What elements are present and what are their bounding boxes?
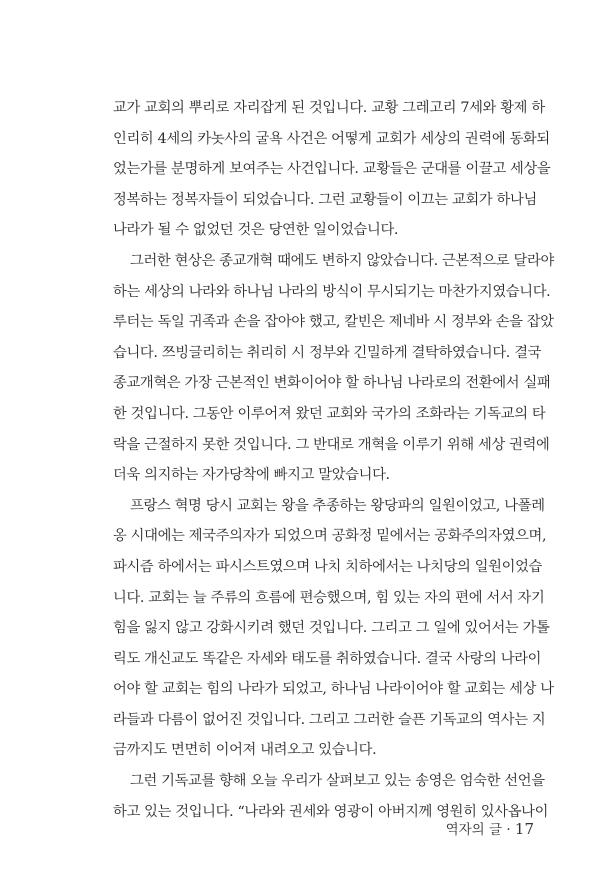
- text-line: 라들과 다름이 없어진 것입니다. 그리고 그러한 슬픈 기독교의 역사는 지: [113, 711, 546, 728]
- text-line: 나라가 될 수 없었던 것은 당연한 일이었습니다.: [113, 222, 399, 239]
- text-line: 루터는 독일 귀족과 손을 잡아야 했고, 칼빈은 제네바 시 정부와 손을 잡았: [113, 314, 554, 331]
- text-line: 그런 기독교를 향해 오늘 우리가 살펴보고 있는 송영은 엄숙한 선언을: [130, 773, 545, 790]
- text-line: 하고 있는 것입니다. “나라와 권세와 영광이 아버지께 영원히 있사옵나이: [113, 803, 549, 820]
- text-line: 인리히 4세의 카놋사의 굴욕 사건은 어떻게 교회가 세상의 권력에 동화되: [113, 130, 550, 147]
- text-line: 옹 시대에는 제국주의자가 되었으며 공화정 밑에서는 공화주의자였으며,: [113, 528, 547, 545]
- footer-separator: ·: [502, 822, 515, 838]
- text-line: 락을 근절하지 못한 것입니다. 그 반대로 개혁을 이루기 위해 세상 권력에: [113, 436, 550, 453]
- text-line: 어야 할 교회는 힘의 나라가 되었고, 하나님 나라이어야 할 교회는 세상 나: [113, 681, 554, 698]
- body-text: [113, 93, 554, 827]
- text-line: 하는 세상의 나라와 하나님 나라의 방식이 무시되기는 마찬가지였습니다.: [113, 283, 551, 300]
- text-line: 프랑스 혁명 당시 교회는 왕을 추종하는 왕당파의 일원이었고, 나폴레: [130, 497, 545, 514]
- text-line: 었는가를 분명하게 보여주는 사건입니다. 교황들은 군대를 이끌고 세상을: [113, 161, 551, 178]
- text-line: 그러한 현상은 종교개혁 때에도 변하지 않았습니다. 근본적으로 달라야: [130, 252, 554, 269]
- text-line: 더욱 의지하는 자가당착에 빠지고 말았습니다.: [113, 467, 390, 484]
- running-section-title: 역자의 글: [445, 822, 503, 838]
- text-line: 니다. 교회는 늘 주류의 흐름에 편승했으며, 힘 있는 자의 편에 서서 자기: [113, 589, 545, 606]
- text-line: 정복하는 정복자들이 되었습니다. 그런 교황들이 이끄는 교회가 하나님: [113, 191, 537, 208]
- page-footer: [446, 818, 534, 838]
- text-line: 한 것입니다. 그동안 이루어져 왔던 교회와 국가의 조화라는 기독교의 타: [113, 405, 546, 422]
- text-line: 금까지도 면면히 이어져 내려오고 있습니다.: [113, 742, 377, 759]
- text-line: 종교개혁은 가장 근본적인 변화이어야 할 하나님 나라로의 전환에서 실패: [113, 375, 551, 392]
- text-line: 릭도 개신교도 똑같은 자세와 태도를 취하였습니다. 결국 사랑의 나라이: [113, 650, 542, 667]
- page-number: 17: [514, 820, 534, 838]
- text-line: 파시즘 하에서는 파시스트였으며 나치 치하에서는 나치당의 일원이었습: [113, 558, 542, 575]
- text-line: 힘을 잃지 않고 강화시키려 했던 것입니다. 그리고 그 일에 있어서는 가톨: [113, 620, 550, 637]
- text-line: 교가 교회의 뿌리로 자리잡게 된 것입니다. 교황 그레고리 7세와 황제 하: [113, 100, 545, 116]
- text-line: 습니다. 쯔빙글리히는 취리히 시 정부와 긴밀하게 결탁하였습니다. 결국: [113, 344, 542, 361]
